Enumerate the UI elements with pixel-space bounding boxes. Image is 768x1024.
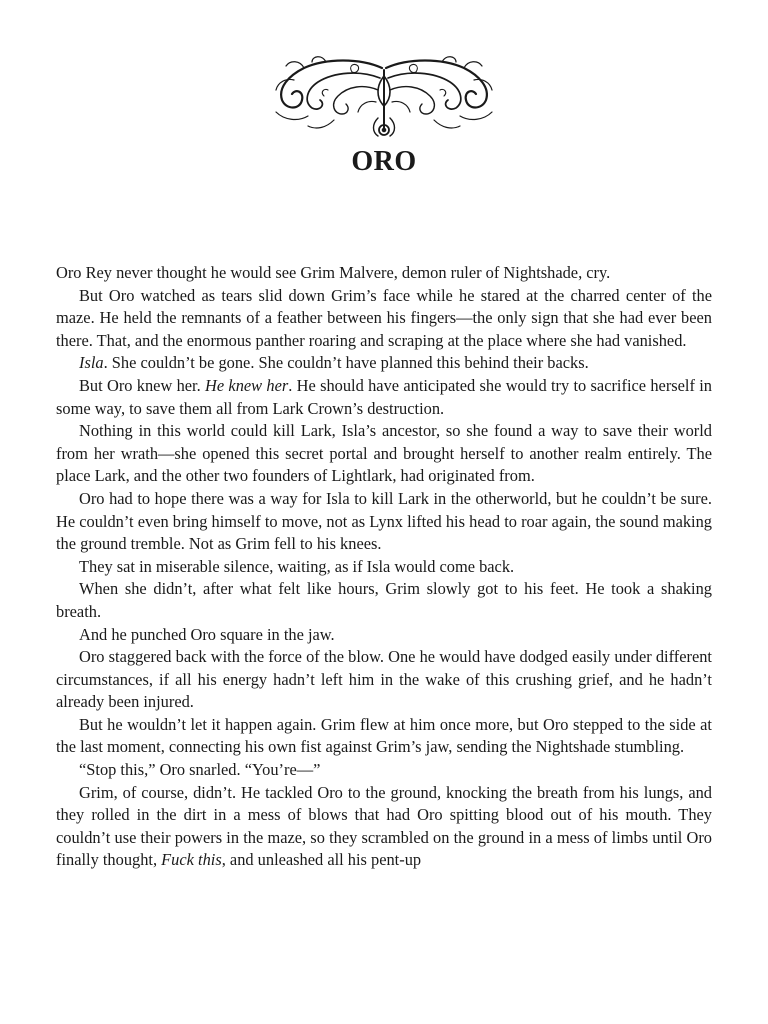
text-run: They sat in miserable silence, waiting, as if Isla would come back. <box>79 556 515 576</box>
paragraph <box>56 285 712 353</box>
italic-text: Fuck this <box>161 850 222 870</box>
text-run: But Oro knew her. <box>79 375 206 395</box>
paragraph <box>56 578 712 623</box>
text-run: Grim, of course, didn’t. He tackled Oro to the ground, knocking the breath from his lungs, and they rolled in the dirt in a mess of blows that had Oro spitting blood out of his mouth. They couldn’t use their powers in the maze, so they scrambled on the ground in a mess of limbs until Oro finally thought, <box>56 782 712 870</box>
chapter-title: ORO <box>351 146 417 177</box>
text-run: . She couldn’t be gone. She couldn’t have planned this behind their backs. <box>103 353 589 373</box>
paragraph <box>56 375 712 420</box>
paragraph <box>56 624 712 647</box>
paragraph <box>56 556 712 579</box>
text-run: But he wouldn’t let it happen again. Grim flew at him once more, but Oro stepped to the side at the last moment, connecting his own fist against Grim’s jaw, sending the Nightshade stumbling. <box>56 714 712 757</box>
text-run: Nothing in this world could kill Lark, Isla’s ancestor, so she found a way to save their world from her wrath—she opened this secret portal and brought herself to another realm entirely. The place Lark, and the other two founders of Lightlark, had originated from. <box>56 421 712 486</box>
paragraph <box>56 646 712 714</box>
text-run: . He should have anticipated she would try to sacrifice herself in some way, to save them all from Lark Crown’s destruction. <box>56 375 712 418</box>
chapter-body <box>56 262 712 872</box>
text-run: “Stop this,” Oro snarled. “You’re—” <box>79 760 321 780</box>
italic-text: Isla <box>79 353 104 373</box>
paragraph <box>56 352 712 375</box>
paragraph <box>56 420 712 488</box>
text-run: Oro Rey never thought he would see Grim Malvere, demon ruler of Nightshade, cry. <box>56 263 611 282</box>
text-run: , and unleashed all his pent-up <box>221 850 422 870</box>
text-run: But Oro watched as tears slid down Grim’s face while he stared at the charred center of the maze. He held the remnants of a feather between his fingers—the only sign that she had ever been there. That, and the enormous panther roaring and scraping at the place where she had vanished. <box>56 285 712 350</box>
text-run: Oro staggered back with the force of the blow. One he would have dodged easily under different circumstances, if all his energy hadn’t left him in the wake of this crushing grief, and he hadn’t already been injured. <box>56 647 712 712</box>
text-run: And he punched Oro square in the jaw. <box>79 624 335 644</box>
paragraph <box>56 782 712 872</box>
paragraph <box>56 759 712 782</box>
floral-flourish-icon <box>264 56 504 140</box>
italic-text: He knew her <box>205 375 289 395</box>
paragraph <box>56 488 712 556</box>
paragraph <box>56 714 712 759</box>
text-run: When she didn’t, after what felt like hours, Grim slowly got to his feet. He took a shaking breath. <box>56 579 712 621</box>
paragraph <box>56 262 712 285</box>
text-run: Oro had to hope there was a way for Isla to kill Lark in the otherworld, but he couldn’t be sure. He couldn’t even bring himself to move, not as Lynx lifted his head to roar again, the sound making the ground tremble. Not as Grim fell to his knees. <box>56 488 712 554</box>
